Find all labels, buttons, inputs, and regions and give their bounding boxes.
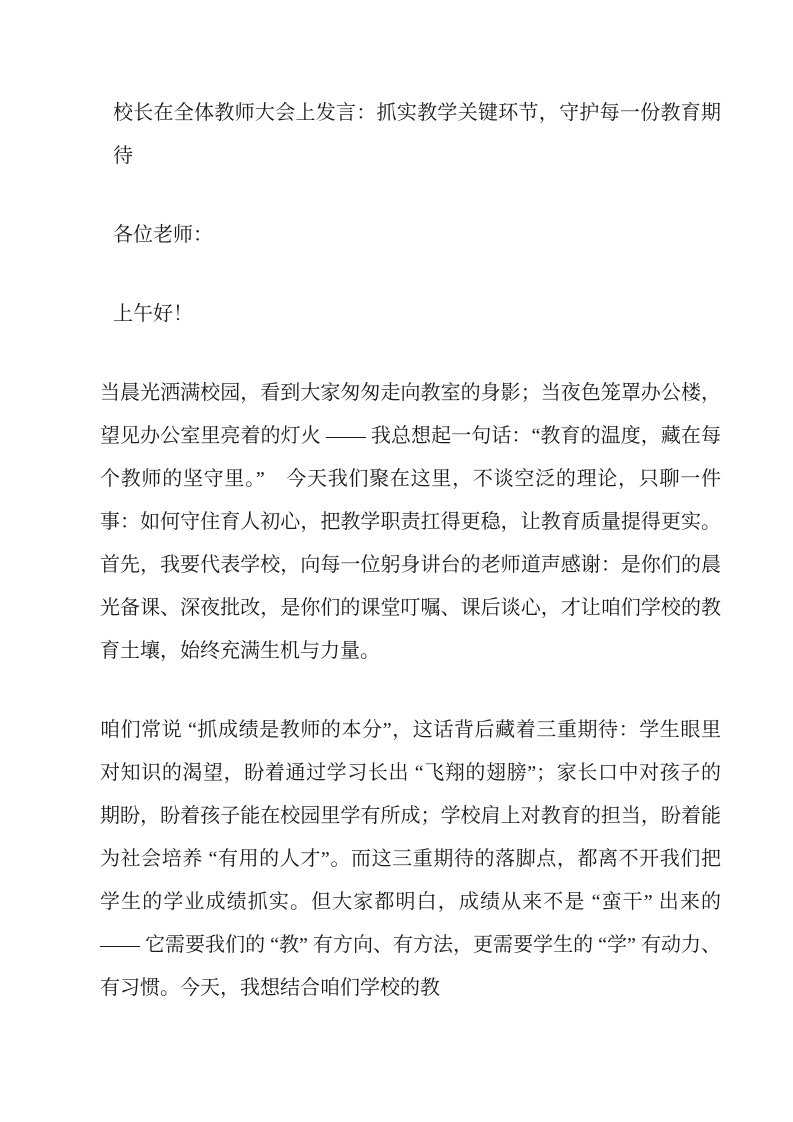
body-paragraph-1: 当晨光洒满校园，看到大家匆匆走向教室的身影；当夜色笼罩办公楼，望见办公室里亮着的灯火 —— 我总想起一句话：“教育的温度，藏在每个教师的坚守里。” 今天我们聚在这里，不谈空泛的理论，只聊一件事：如何守住育人初心，把教学职责扛得更稳，让教育质量提得更实。首先，我要代表学校，向每一位躬身讲台的老师道声感谢：是你们的晨光备课、深夜批改，是你们的课堂叮嘱、课后谈心，才让咱们学校的教育土壤，始终充满生机与力量。 — [100, 382, 721, 662]
body-paragraph-2: 咱们常说 “抓成绩是教师的本分”，这话背后藏着三重期待：学生眼里对知识的渴望，盼着通过学习长出 “飞翔的翅膀”；家长口中对孩子的期盼，盼着孩子能在校园里学有所成；学校肩上对教育的担当，盼着能为社会培养 “有用的人才”。而这三重期待的落脚点，都离不开我们把学生的学业成绩抓实。但大家都明白，成绩从来不是 “蛮干” 出来的 —— 它需要我们的 “教” 有方向、有方法，更需要学生的 “学” 有动力、有习惯。今天，我想结合咱们学校的教 — [100, 719, 721, 999]
document-title: 校长在全体教师大会上发言：抓实教学关键环节，守护每一份教育期待 — [113, 102, 721, 167]
greeting: 上午好！ — [113, 303, 193, 325]
salutation: 各位老师： — [113, 224, 213, 246]
